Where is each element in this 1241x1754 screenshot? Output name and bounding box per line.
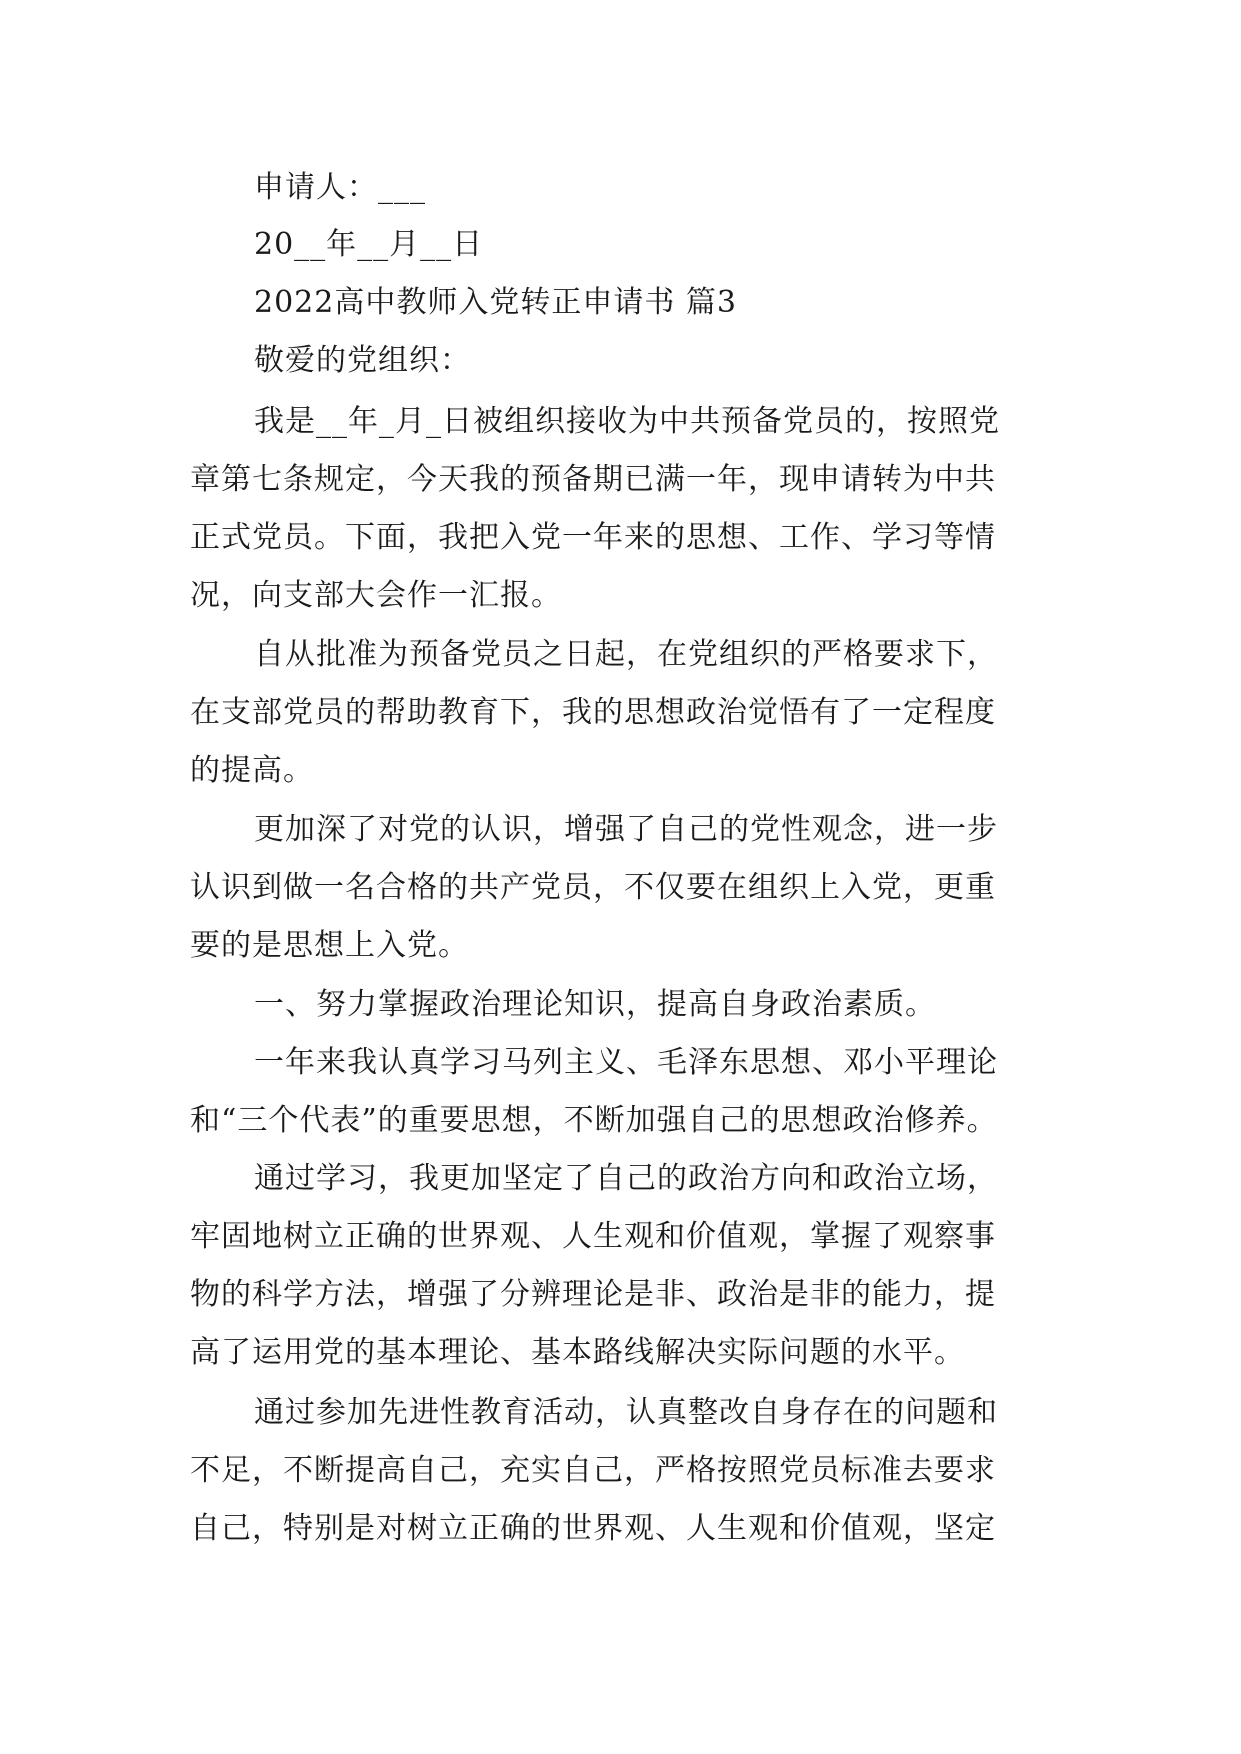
section-heading: 一、努力掌握政治理论知识，提高自身政治素质。 [254, 987, 936, 1022]
paragraph-line: 自从批准为预备党员之日起，在党组织的严格要求下， [254, 637, 998, 672]
date-line: 20__年__月__日 [254, 227, 484, 262]
paragraph-line: 自己，特别是对树立正确的世界观、人生观和价值观，坚定 [190, 1511, 996, 1546]
applicant-line: 申请人：___ [254, 170, 426, 205]
paragraph-line: 要的是思想上入党。 [190, 928, 469, 963]
paragraph-line: 我是__年_月_日被组织接收为中共预备党员的，按照党 [254, 404, 1000, 439]
paragraph-line: 高了运用党的基本理论、基本路线解决实际问题的水平。 [190, 1335, 965, 1370]
paragraph-line: 牢固地树立正确的世界观、人生观和价值观，掌握了观察事 [190, 1219, 996, 1254]
paragraph-line: 况，向支部大会作一汇报。 [190, 578, 562, 613]
paragraph-line: 更加深了对党的认识，增强了自己的党性观念，进一步 [254, 812, 998, 847]
paragraph-line: 物的科学方法，增强了分辨理论是非、政治是非的能力，提 [190, 1277, 996, 1312]
paragraph-line: 正式党员。下面，我把入党一年来的思想、工作、学习等情 [190, 520, 996, 555]
paragraph-line: 不足，不断提高自己，充实自己，严格按照党员标准去要求 [190, 1453, 996, 1488]
salutation: 敬爱的党组织： [254, 343, 471, 378]
paragraph-line: 通过学习，我更加坚定了自己的政治方向和政治立场， [254, 1161, 998, 1196]
document-title: 2022高中教师入党转正申请书 篇3 [254, 285, 737, 320]
paragraph-line: 通过参加先进性教育活动，认真整改自身存在的问题和 [254, 1395, 998, 1430]
paragraph-line: 和“三个代表”的重要思想，不断加强自己的思想政治修养。 [190, 1103, 998, 1138]
paragraph-line: 在支部党员的帮助教育下，我的思想政治觉悟有了一定程度 [190, 695, 996, 730]
paragraph-line: 的提高。 [190, 753, 314, 788]
paragraph-line: 章第七条规定，今天我的预备期已满一年，现申请转为中共 [190, 462, 996, 497]
paragraph-line: 一年来我认真学习马列主义、毛泽东思想、邓小平理论 [254, 1045, 998, 1080]
paragraph-line: 认识到做一名合格的共产党员，不仅要在组织上入党，更重 [190, 870, 996, 905]
